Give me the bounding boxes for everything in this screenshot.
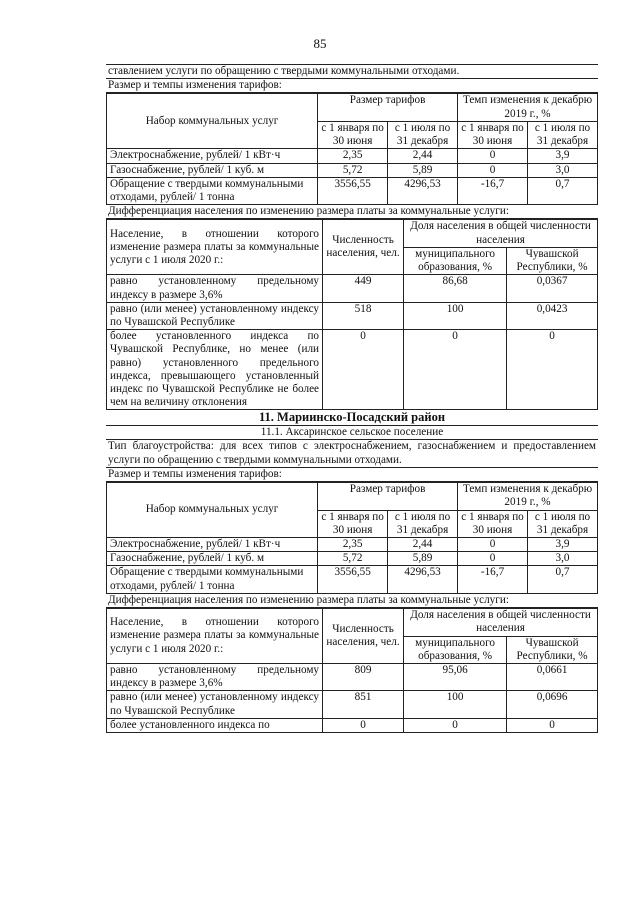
table-row — [107, 177, 598, 204]
table-row — [107, 163, 598, 177]
value-cell: 0 — [458, 163, 528, 177]
tariff-table-1 — [106, 93, 598, 205]
diff-table-2 — [106, 608, 598, 733]
value-cell: 3,9 — [528, 149, 598, 163]
diff-table — [106, 608, 598, 733]
diff-header: Дифференциация населения по изменению размера платы за коммунальные услуги: — [106, 205, 598, 219]
value-cell: 5,72 — [318, 163, 388, 177]
size-header: Размер тарифов — [318, 94, 458, 121]
header-row — [107, 483, 598, 510]
value-cell: -16,7 — [458, 177, 528, 204]
republic-cell: 0,0367 — [507, 275, 598, 302]
count-header: Численность населения, чел. — [323, 609, 404, 664]
population-label: более установленного индекса по Чувашской Республике, но менее (или равно) установленного предельного индекса, превышающего установленный индекс по Чувашской Республике не более чем на величину отклонения — [107, 330, 323, 410]
value-cell: 3,0 — [528, 163, 598, 177]
count-cell: 0 — [323, 330, 404, 410]
period-header: с 1 января по 30 июня — [458, 510, 528, 537]
service-name: Электроснабжение, рублей/ 1 кВт·ч — [107, 537, 318, 551]
value-cell: 5,72 — [318, 552, 388, 566]
count-header: Численность населения, чел. — [323, 220, 404, 275]
count-cell: 0 — [323, 718, 404, 732]
service-name: Обращение с твердыми коммунальными отходами, рублей/ 1 тонна — [107, 177, 318, 204]
tariff-table-2 — [106, 482, 598, 594]
municipal-cell: 0 — [404, 330, 507, 410]
diff-table — [106, 219, 598, 410]
diff-table-1 — [106, 219, 598, 410]
table-row — [107, 302, 598, 329]
services-header: Набор коммунальных услуг — [107, 94, 318, 149]
municipal-header: муниципального образования, % — [404, 247, 507, 274]
value-cell: 5,89 — [388, 552, 458, 566]
header-row — [107, 609, 598, 636]
tariff-header: Размер и темпы изменения тарифов: — [106, 79, 598, 93]
republic-header: Чувашской Республики, % — [507, 247, 598, 274]
share-header: Доля населения в общей численности населения — [404, 220, 598, 247]
count-cell: 851 — [323, 691, 404, 718]
republic-cell: 0 — [507, 330, 598, 410]
table-row — [107, 691, 598, 718]
value-cell: 0,7 — [528, 177, 598, 204]
tariff-table — [106, 482, 598, 594]
population-label: равно (или менее) установленному индексу по Чувашской Республике — [107, 691, 323, 718]
value-cell: 2,35 — [318, 149, 388, 163]
municipal-cell: 100 — [404, 691, 507, 718]
service-name: Газоснабжение, рублей/ 1 куб. м — [107, 163, 318, 177]
municipal-cell: 95,06 — [404, 663, 507, 690]
page-content — [106, 64, 598, 733]
period-header: с 1 января по 30 июня — [318, 510, 388, 537]
value-cell: 2,35 — [318, 537, 388, 551]
value-cell: 3556,55 — [318, 177, 388, 204]
rate-header: Темп изменения к декабрю 2019 г., % — [458, 483, 598, 510]
table-row — [107, 552, 598, 566]
rate-header: Темп изменения к декабрю 2019 г., % — [458, 94, 598, 121]
period-header: с 1 июля по 31 декабря — [388, 510, 458, 537]
count-cell: 518 — [323, 302, 404, 329]
table-row — [107, 330, 598, 410]
value-cell: 0 — [458, 552, 528, 566]
value-cell: 4296,53 — [388, 177, 458, 204]
period-header: с 1 января по 30 июня — [458, 121, 528, 148]
size-header: Размер тарифов — [318, 483, 458, 510]
table-row — [107, 275, 598, 302]
value-cell: 2,44 — [388, 149, 458, 163]
period-header: с 1 июля по 31 декабря — [388, 121, 458, 148]
services-header: Набор коммунальных услуг — [107, 483, 318, 538]
municipal-cell: 100 — [404, 302, 507, 329]
population-label: равно (или менее) установленному индексу по Чувашской Республике — [107, 302, 323, 329]
municipal-cell: 0 — [404, 718, 507, 732]
republic-header: Чувашской Республики, % — [507, 636, 598, 663]
value-cell: 2,44 — [388, 537, 458, 551]
value-cell: 0 — [458, 537, 528, 551]
period-header: с 1 июля по 31 декабря — [528, 510, 598, 537]
table-row — [107, 718, 598, 732]
table-row — [107, 663, 598, 690]
table-row — [107, 149, 598, 163]
value-cell: 0,7 — [528, 566, 598, 593]
population-header: Население, в отношении которого изменение размера платы за коммунальные услуги с 1 июля 2020 г.: — [107, 220, 323, 275]
value-cell: 0 — [458, 149, 528, 163]
service-name: Обращение с твердыми коммунальными отходами, рублей/ 1 тонна — [107, 566, 318, 593]
section-title: 11. Мариинско-Посадский район — [106, 410, 598, 426]
page-number: 85 — [313, 36, 327, 51]
improvement-text: Тип благоустройства: для всех типов с электроснабжением, газоснабжением и предоставлением услуги по обращению с твердыми коммунальными отходами. — [106, 440, 598, 467]
value-cell: 4296,53 — [388, 566, 458, 593]
header-row — [107, 220, 598, 247]
republic-cell: 0,0423 — [507, 302, 598, 329]
republic-cell: 0,0661 — [507, 663, 598, 690]
subsection-title: 11.1. Аксаринское сельское поселение — [106, 426, 598, 440]
population-label: более установленного индекса по — [107, 718, 323, 732]
value-cell: -16,7 — [458, 566, 528, 593]
tariff-header-2: Размер и темпы изменения тарифов: — [106, 468, 598, 482]
table-row — [107, 537, 598, 551]
population-label: равно установленному предельному индексу в размере 3,6% — [107, 275, 323, 302]
period-header: с 1 января по 30 июня — [318, 121, 388, 148]
count-cell: 449 — [323, 275, 404, 302]
table-row — [107, 566, 598, 593]
republic-cell: 0 — [507, 718, 598, 732]
municipal-cell: 86,68 — [404, 275, 507, 302]
value-cell: 5,89 — [388, 163, 458, 177]
service-name: Электроснабжение, рублей/ 1 кВт·ч — [107, 149, 318, 163]
diff-header-2: Дифференциация населения по изменению размера платы за коммунальные услуги: — [106, 594, 598, 608]
period-header: с 1 июля по 31 декабря — [528, 121, 598, 148]
value-cell: 3556,55 — [318, 566, 388, 593]
service-name: Газоснабжение, рублей/ 1 куб. м — [107, 552, 318, 566]
tariff-table — [106, 93, 598, 205]
continued-text: ставлением услуги по обращению с твердыми коммунальными отходами. — [106, 64, 598, 79]
republic-cell: 0,0696 — [507, 691, 598, 718]
share-header: Доля населения в общей численности населения — [404, 609, 598, 636]
population-header: Население, в отношении которого изменение размера платы за коммунальные услуги с 1 июля 2020 г.: — [107, 609, 323, 664]
municipal-header: муниципального образования, % — [404, 636, 507, 663]
value-cell: 3,0 — [528, 552, 598, 566]
value-cell: 3,9 — [528, 537, 598, 551]
header-row — [107, 94, 598, 121]
count-cell: 809 — [323, 663, 404, 690]
population-label: равно установленному предельному индексу в размере 3,6% — [107, 663, 323, 690]
